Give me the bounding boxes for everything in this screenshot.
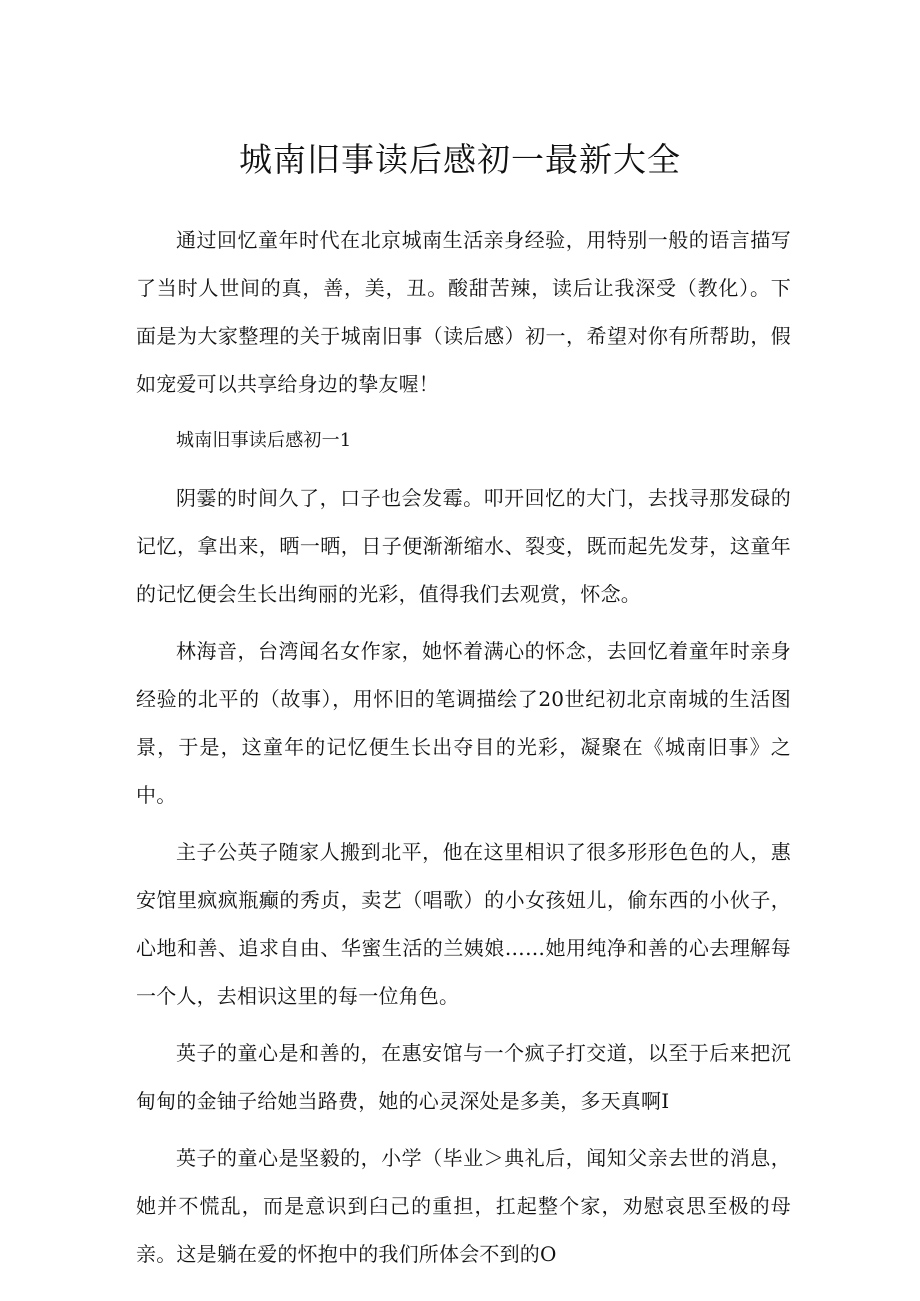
page-title: 城南旧事读后感初一最新大全 bbox=[239, 140, 681, 179]
body-paragraph: 阴霎的时间久了，口子也会发霉。叩开回忆的大门，去找寻那发碌的记忆，拿出来，晒一晒，日子便渐渐缩水、裂变，既而起先发芽，这童年的记忆便会生长出绚丽的光彩，值得我们去观赏，怀念。 bbox=[136, 486, 791, 606]
intro-paragraph: 通过回忆童年时代在北京城南生活亲身经验，用特别一般的语言描写了当时人世间的真，善，美，丑。酸甜苦辣，读后让我深受（教化）。下面是为大家整理的关于城南旧事（读后感）初一，希望对你有所帮助，假如宠爱可以共享给身边的挚友喔！ bbox=[136, 228, 791, 396]
body-paragraph: 林海音，台湾闻名女作家，她怀着满心的怀念，去回忆着童年时亲身经验的北平的（故事），用怀旧的笔调描绘了20世纪初北京南城的生活图景，于是，这童年的记忆便生长出夺目的光彩，凝聚在《城南旧事》之中。 bbox=[136, 639, 791, 807]
document-body bbox=[136, 216, 791, 1287]
body-paragraph: 英子的童心是和善的，在惠安馆与一个疯子打交道，以至于后来把沉甸甸的金铀子给她当路费，她的心灵深处是多美，多天真啊I bbox=[136, 1041, 791, 1113]
body-paragraph: 主子公英子随家人搬到北平，他在这里相识了很多形形色色的人，惠安馆里疯疯瓶癫的秀贞，卖艺（唱歌）的小女孩妞儿，偷东西的小伙子，心地和善、追求自由、华蜜生活的兰姨娘……她用纯净和善的心去理解每一个人，去相识这里的每一位角色。 bbox=[136, 840, 791, 1008]
section-heading: 城南旧事读后感初一1 bbox=[176, 430, 352, 451]
body-paragraph: 英子的童心是坚毅的，小学（毕业＞典礼后，闻知父亲去世的消息，她并不慌乱，而是意识到臼己的重担，扛起整个家，劝慰哀思至极的母亲。这是躺在爱的怀抱中的我们所体会不到的O bbox=[136, 1146, 791, 1266]
